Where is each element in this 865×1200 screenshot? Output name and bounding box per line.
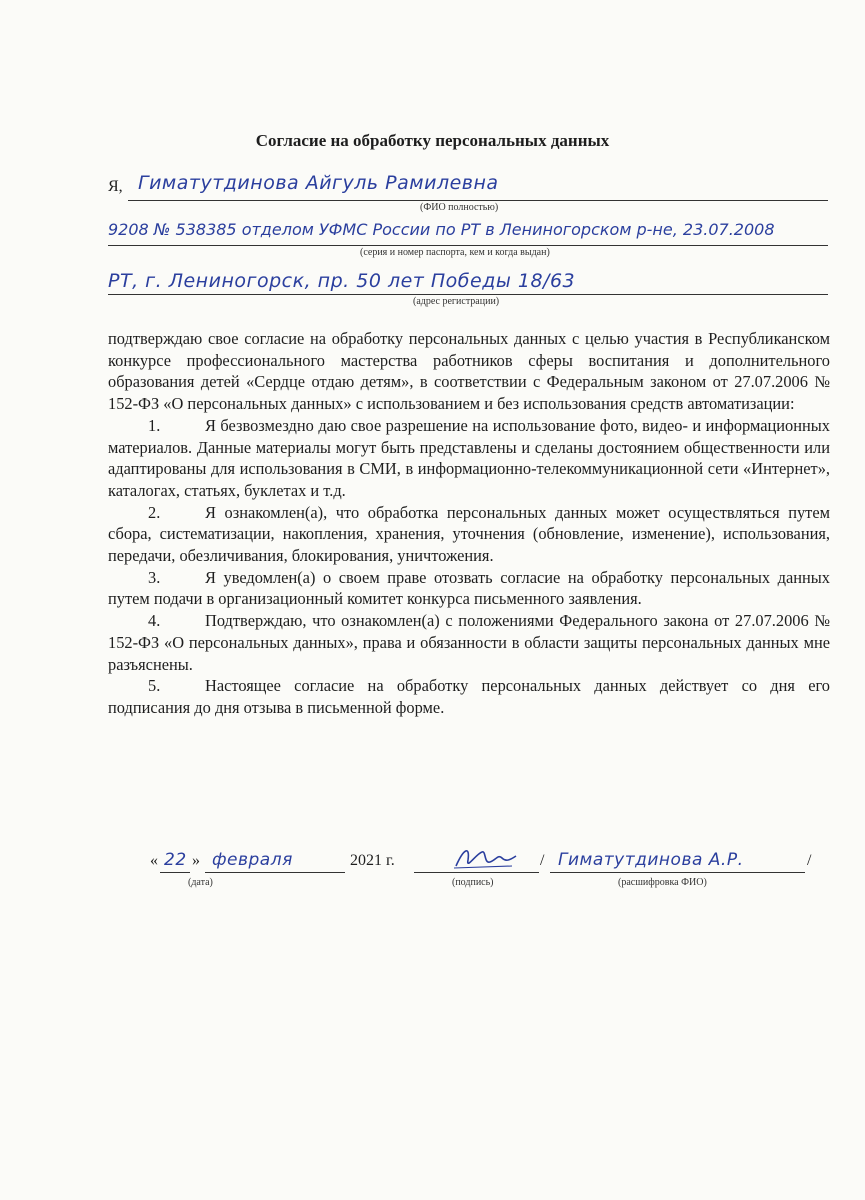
signature-caption: (подпись) [452,877,494,888]
intro-paragraph: подтверждаю свое согласие на обработку персональных данных с целью участия в Республиканском конкурсе профессионального мастерства работников сферы воспитания и дополнительного образования детей «Сердце отдаю детям», в соответствии с Федеральным законом от 27.07.2006 № 152-ФЗ «О персональных данных» с использованием и без использования средств автоматизации: [108,329,830,414]
signature-row [150,852,830,892]
consent-item-1: 1. Я безвозмездно даю свое разрешение на использование фото, видео- и информационных материалов. Данные материалы могут быть представлены и сделаны достоянием общественности или адаптированы для использования в СМИ, в информационно-телекоммуникационной сети «Интернет», каталогах, статьях, буклетах и т.д. [108,415,830,500]
slash-1: / [540,852,545,869]
day-underline [160,872,190,873]
fio-caption: (ФИО полностью) [420,202,499,213]
day-handwritten: 22 [164,850,187,870]
consent-body [108,328,830,719]
quote-open: « [150,852,158,869]
date-caption: (дата) [188,877,213,888]
passport-row [108,220,828,262]
passport-caption: (серия и номер паспорта, кем и когда выдан) [360,247,550,258]
fio-underline [128,200,828,201]
month-underline [205,872,345,873]
slash-2: / [807,852,812,869]
address-row [108,270,828,312]
fio-handwritten: Гиматутдинова Айгуль Рамилевна [138,172,499,194]
passport-handwritten: 9208 № 538385 отделом УФМС России по РТ в Лениногорском р-не, 23.07.2008 [108,220,775,239]
name-handwritten: Гиматутдинова А.Р. [558,850,744,870]
consent-item-5: 5. Настоящее согласие на обработку персональных данных действует со дня его подписания до дня отзыва в письменной форме. [108,676,830,717]
address-underline [108,294,828,295]
consent-item-2: 2. Я ознакомлен(а), что обработка персональных данных может осуществляться путем сбора, систематизации, накопления, хранения, уточнения (обновление, изменение), использования, передачи, обезличивания, блокирования, уничтожения. [108,502,830,566]
address-caption: (адрес регистрации) [413,296,500,307]
month-handwritten: февраля [212,850,293,870]
quote-close: » [192,852,200,869]
consent-item-3: 3. Я уведомлен(а) о своем праве отозвать согласие на обработку персональных данных путем подачи в организационный комитет конкурса письменного заявления. [108,567,830,609]
year-text: 2021 г. [350,852,395,869]
name-caption: (расшифровка ФИО) [618,877,707,888]
document-title: Согласие на обработку персональных данных [255,131,610,150]
signature-scribble [450,844,520,874]
address-handwritten: РТ, г. Лениногорск, пр. 50 лет Победы 18/63 [108,270,576,292]
passport-underline [108,245,828,246]
consent-item-4: 4. Подтверждаю, что ознакомлен(а) с положениями Федерального закона от 27.07.2006 № 152-ФЗ «О персональных данных», права и обязанности в области защиты персональных данных мне разъяснены. [108,611,830,674]
name-underline [550,872,805,873]
fio-row [108,170,828,216]
fio-prefix: Я, [108,178,123,195]
